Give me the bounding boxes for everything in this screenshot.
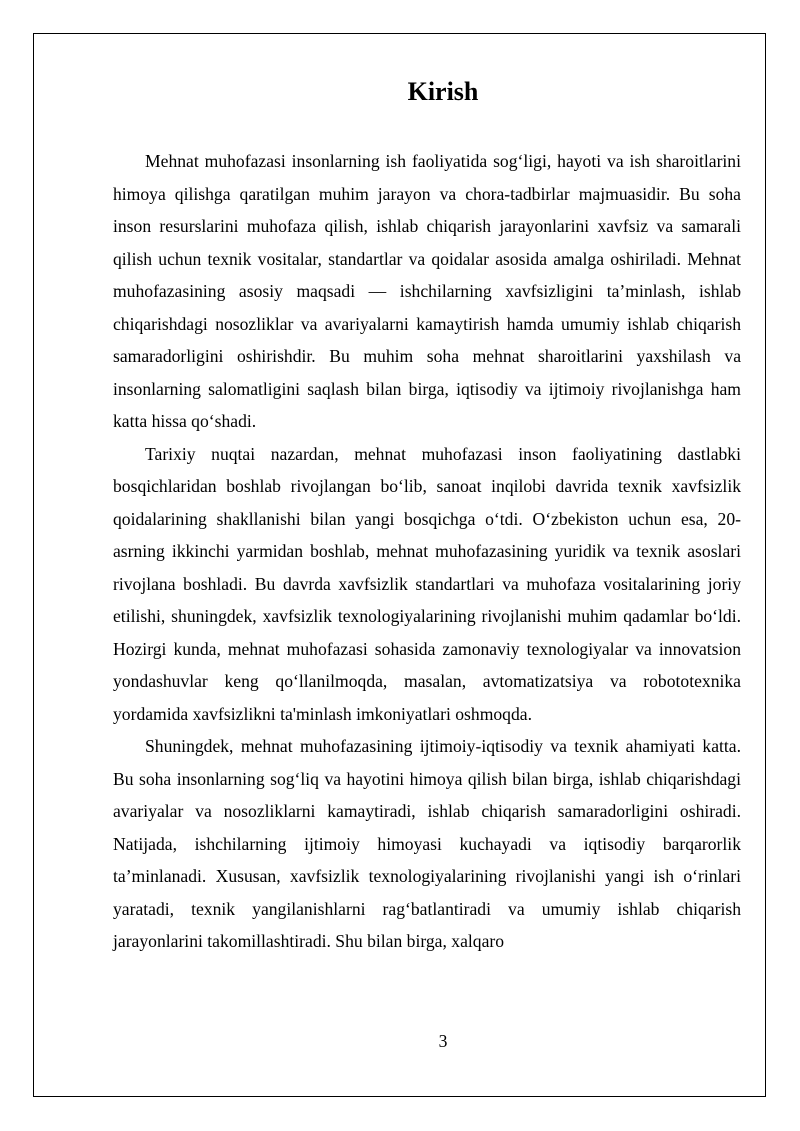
page-number: 3 (438, 1031, 448, 1051)
paragraph-1: Mehnat muhofazasi insonlarning ish faoliyatida sog‘ligi, hayoti va ish sharoitlarini himoya qilishga qaratilgan muhim jarayon va chora-tadbirlar majmuasidir. Bu soha inson resurslarini muhofaza qilish, ishlab chiqarish jarayonlarini xavfsiz va samarali qilish uchun texnik vositalar, standartlar va qoidalar asosida amalga oshiriladi. Mehnat muhofazasining asosiy maqsadi — ishchilarning xavfsizligini ta’minlash, ishlab chiqarishdagi nosozliklar va avariyalarni kamaytirish hamda umumiy ishlab chiqarish samaradorligini oshirishdir. Bu muhim soha mehnat sharoitlarini yaxshilash va insonlarning salomatligini saqlash bilan birga, iqtisodiy va ijtimoiy rivojlanishga ham katta hissa qo‘shadi. (113, 151, 741, 431)
page-footer (113, 0, 741, 1131)
page-title: Kirish (407, 77, 479, 106)
paragraph-2: Tarixiy nuqtai nazardan, mehnat muhofazasi inson faoliyatining dastlabki bosqichlaridan boshlab rivojlangan bo‘lib, sanoat inqilobi davrida texnik xavfsizlik qoidalarining shakllanishi bilan yangi bosqichga o‘tdi. O‘zbekiston uchun esa, 20-asrning ikkinchi yarmidan boshlab, mehnat muhofazasining yuridik va texnik asoslari rivojlana boshladi. Bu davrda xavfsizlik standartlari va muhofaza vositalarining joriy etilishi, shuningdek, xavfsizlik texnologiyalarining rivojlanishi muhim qadamlar bo‘ldi. Hozirgi kunda, mehnat muhofazasi sohasida zamonaviy texnologiyalar va innovatsion yondashuvlar keng qo‘llanilmoqda, masalan, avtomatizatsiya va robototexnika yordamida xavfsizlikni ta'minlash imkoniyatlari oshmoqda. (113, 443, 741, 724)
paragraph-3: Shuningdek, mehnat muhofazasining ijtimoiy-iqtisodiy va texnik ahamiyati katta. Bu soha insonlarning sog‘liq va hayotini himoya qilish bilan birga, ishlab chiqarishdagi avariyalar va nosozliklarni kamaytiradi, ishlab chiqarish samaradorligini oshiradi. Natijada, ishchilarning ijtimoiy himoyasi kuchayadi va iqtisodiy barqarorlik ta’minlanadi. Xususan, xavfsizlik texnologiyalarining rivojlanishi yangi ish o‘rinlari yaratadi, texnik yangilanishlarni rag‘batlantiradi va umumiy ishlab chiqarish jarayonlarini takomillashtiradi. Shu bilan birga, xalqaro (113, 736, 741, 951)
